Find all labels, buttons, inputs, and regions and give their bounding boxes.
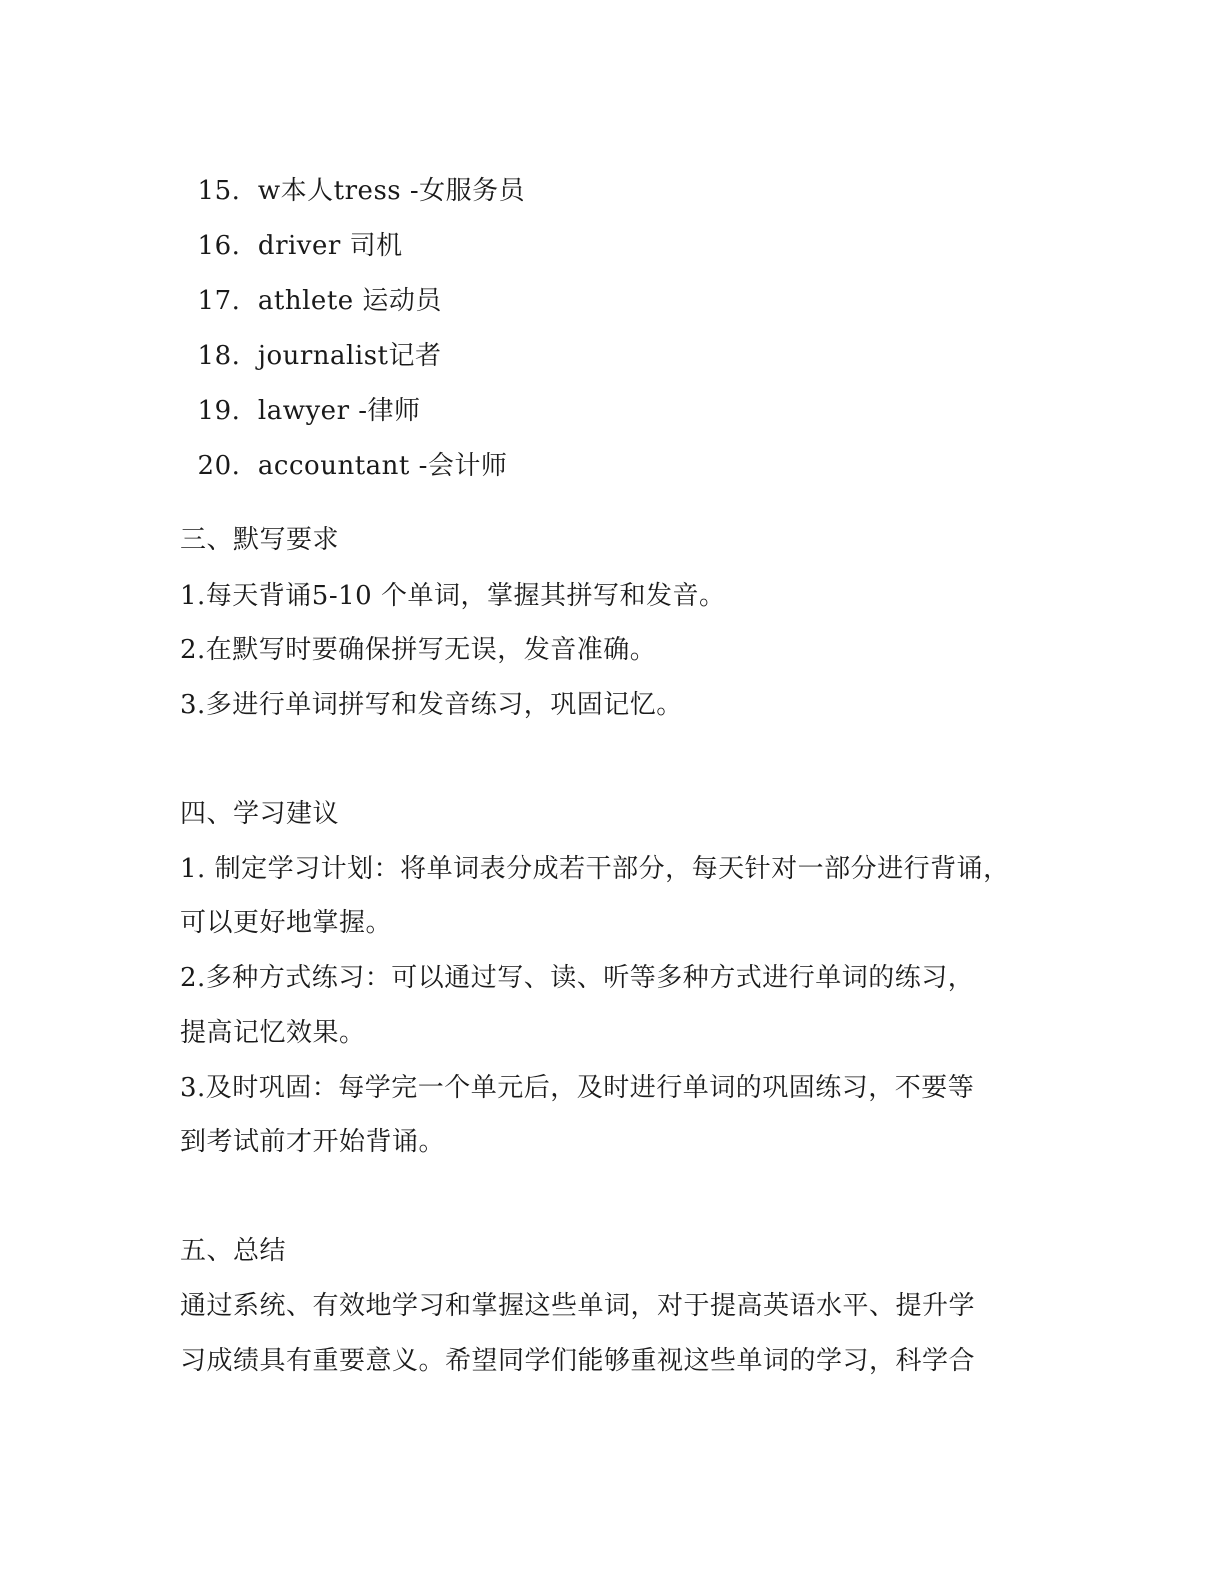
vocab-number: 18. <box>197 341 241 371</box>
vocab-number: 16. <box>197 231 241 261</box>
section-4-line-1: 1. 制定学习计划：将单词表分成若干部分，每天针对一部分进行背诵， <box>180 854 1010 884</box>
section-4-line-5: 3.及时巩固：每学完一个单元后，及时进行单词的巩固练习，不要等 <box>180 1073 975 1103</box>
section-4-line-6: 到考试前才开始背诵。 <box>180 1127 446 1157</box>
section-4-line-3: 2.多种方式练习：可以通过写、读、听等多种方式进行单词的练习， <box>180 963 975 993</box>
vocab-number: 17. <box>197 286 241 316</box>
section-4-line-4: 提高记忆效果。 <box>180 1018 366 1048</box>
vocab-text: lawyer -律师 <box>257 396 421 426</box>
section-4-line-2: 可以更好地掌握。 <box>180 908 393 938</box>
vocab-number: 20. <box>197 451 241 481</box>
section-5-heading: 五、总结 <box>180 1236 287 1266</box>
section-5-line-1: 通过系统、有效地学习和掌握这些单词，对于提高英语水平、提升学 <box>180 1291 976 1321</box>
vocab-text: driver 司机 <box>257 231 403 261</box>
vocab-text: journalist记者 <box>257 341 442 371</box>
section-4-heading: 四、学习建议 <box>180 799 340 829</box>
section-3-heading: 三、默写要求 <box>180 525 340 555</box>
vocab-text: accountant -会计师 <box>257 451 508 481</box>
vocab-item-20 <box>180 415 507 483</box>
section-3-item-3: 3.多进行单词拼写和发音练习，巩固记忆。 <box>180 690 683 720</box>
section-3-item-2: 2.在默写时要确保拼写无误，发音准确。 <box>180 635 657 665</box>
section-3-item-1: 1.每天背诵5-10 个单词，掌握其拼写和发音。 <box>180 581 726 611</box>
section-5-line-2: 习成绩具有重要意义。希望同学们能够重视这些单词的学习，科学合 <box>180 1346 976 1376</box>
vocab-number: 19. <box>197 396 241 426</box>
vocab-text: athlete 运动员 <box>257 286 442 316</box>
vocab-text: w本人tress -女服务员 <box>257 176 526 206</box>
vocab-number: 15. <box>197 176 241 206</box>
